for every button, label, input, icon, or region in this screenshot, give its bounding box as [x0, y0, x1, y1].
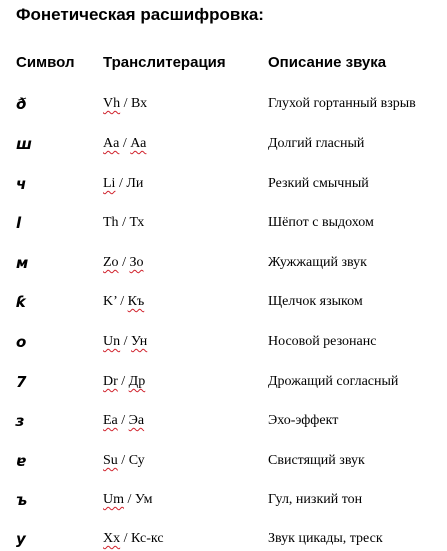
column-header-description: Описание звука	[268, 54, 387, 71]
table-row	[0, 529, 447, 551]
table-row	[0, 332, 447, 354]
row-transliteration: Xx / Кс-кс	[103, 531, 164, 546]
row-symbol: ð	[16, 95, 27, 113]
transliteration-latin: Zo	[103, 255, 119, 270]
table-row	[0, 213, 447, 235]
row-description: Звук цикады, треск	[268, 531, 383, 546]
row-description: Свистящий звук	[268, 453, 365, 468]
row-transliteration: Vh / Вх	[103, 96, 148, 111]
row-symbol: 7	[16, 373, 27, 391]
transliteration-cyrillic: Ли	[126, 176, 144, 191]
table-row	[0, 372, 447, 394]
row-description: Эхо-эффект	[268, 413, 339, 428]
row-symbol: ч	[16, 175, 27, 193]
transliteration-latin: Aa	[103, 136, 120, 151]
transliteration-cyrillic: Эа	[128, 413, 145, 428]
row-description: Гул, низкий тон	[268, 492, 363, 507]
transliteration-latin: Li	[103, 176, 116, 191]
row-transliteration: Um / Ум	[103, 492, 153, 507]
row-transliteration: Ea / Эа	[103, 413, 145, 428]
transliteration-cyrillic: Кс-кс	[131, 531, 164, 546]
row-transliteration: Su / Су	[103, 453, 145, 468]
row-description: Резкий смычный	[268, 176, 369, 191]
row-symbol: у	[16, 530, 26, 548]
document-title: Фонетическая расшифровка:	[16, 5, 264, 24]
row-description: Носовой резонанс	[268, 334, 377, 349]
row-description: Долгий гласный	[268, 136, 365, 151]
row-symbol: ш	[16, 135, 32, 153]
transliteration-latin: Un	[103, 334, 121, 349]
table-row	[0, 253, 447, 275]
transliteration-cyrillic: Аа	[130, 136, 147, 151]
row-symbol: ƙ	[16, 293, 26, 311]
row-transliteration: Zo / Зо	[103, 255, 144, 270]
transliteration-cyrillic: Къ	[127, 294, 145, 309]
transliteration-latin: K’	[103, 294, 117, 309]
column-header-symbol: Символ	[16, 54, 75, 71]
row-description: Жужжащий звук	[268, 255, 367, 270]
table-row	[0, 174, 447, 196]
row-description: Щелчок языком	[268, 294, 363, 309]
row-transliteration: Dr / Др	[103, 374, 146, 389]
row-transliteration: Aa / Аа	[103, 136, 147, 151]
row-description: Глухой гортанный взрыв	[268, 96, 416, 111]
table-row	[0, 292, 447, 314]
transliteration-latin: Xx	[103, 531, 121, 546]
transliteration-latin: Ea	[103, 413, 118, 428]
row-transliteration: Un / Ун	[103, 334, 148, 349]
table-row	[0, 411, 447, 433]
transliteration-latin: Dr	[103, 374, 118, 389]
table-row	[0, 490, 447, 512]
row-symbol: l	[16, 214, 22, 232]
table-row	[0, 94, 447, 116]
row-symbol: ъ	[16, 491, 28, 509]
row-symbol: м	[16, 254, 29, 272]
row-description: Шёпот с выдохом	[268, 215, 374, 230]
row-transliteration: K’ / Къ	[103, 294, 145, 309]
table-row	[0, 134, 447, 156]
row-symbol: ɜ	[16, 412, 25, 430]
transliteration-latin: Vh	[103, 96, 121, 111]
transliteration-latin: Um	[103, 492, 124, 507]
row-transliteration: Li / Ли	[103, 176, 144, 191]
transliteration-cyrillic: Ун	[131, 334, 148, 349]
column-header-transliteration: Транслитерация	[103, 54, 226, 71]
row-description: Дрожащий согласный	[268, 374, 399, 389]
row-symbol: ɐ	[16, 452, 27, 470]
transliteration-latin: Su	[103, 453, 118, 468]
row-transliteration: Th / Тх	[103, 215, 145, 230]
transliteration-cyrillic: Вх	[131, 96, 148, 111]
table-row	[0, 451, 447, 473]
transliteration-cyrillic: Зо	[129, 255, 144, 270]
transliteration-cyrillic: Ум	[134, 492, 153, 507]
transliteration-cyrillic: Др	[128, 374, 146, 389]
transliteration-latin: Th	[103, 215, 119, 230]
transliteration-cyrillic: Тх	[129, 215, 145, 230]
transliteration-cyrillic: Су	[128, 453, 145, 468]
row-symbol: o	[16, 333, 27, 351]
